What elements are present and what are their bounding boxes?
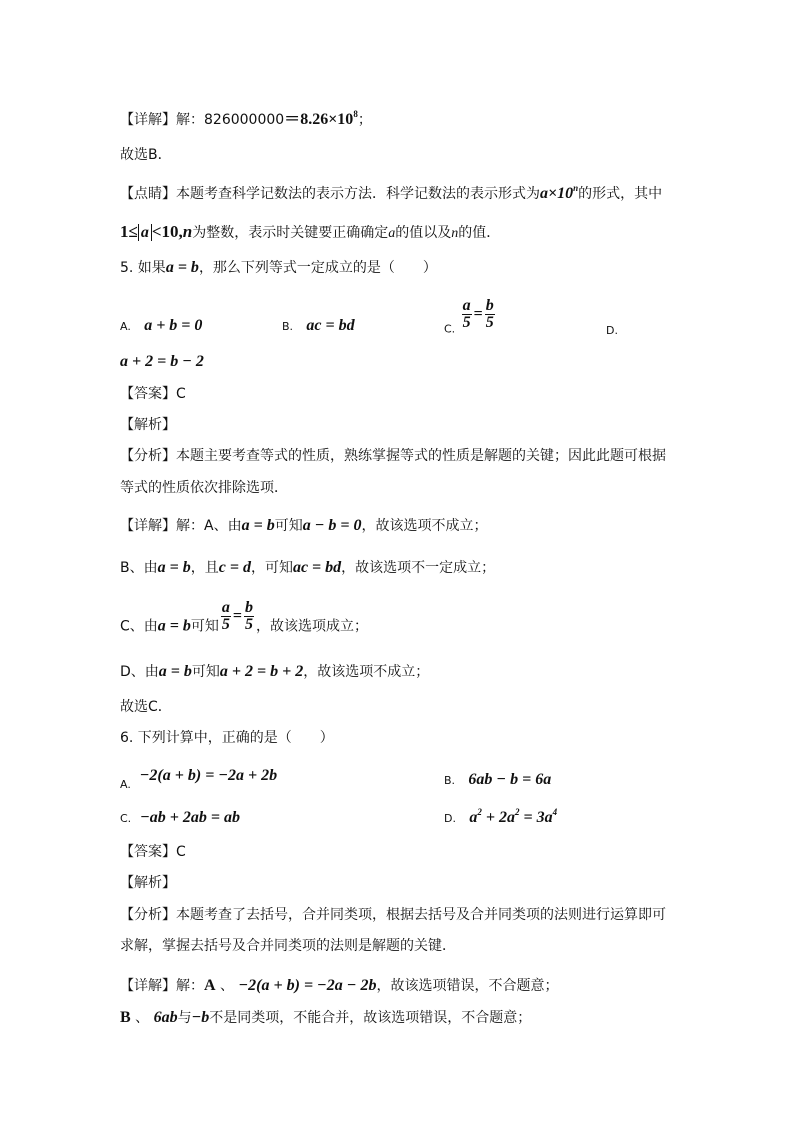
q5-option-d-math: a + 2 = b − 2 — [120, 353, 204, 370]
q5-analysis-title: 【解析】 — [120, 417, 176, 433]
q5-detail-a: 【详解】解：A、由a = b可知a − b = 0，故该选项不成立； — [120, 517, 488, 534]
q4-choose: 故选B． — [120, 147, 172, 163]
q4-detail-line — [120, 110, 372, 130]
q5-choose: 故选C． — [120, 699, 172, 715]
q6-analysis-line1: 【分析】本题考查了去括号，合并同类项，根据去括号及合并同类项的法则进行运算即可 — [120, 907, 666, 923]
q6-option-b: B. 6ab − b = 6a — [444, 771, 552, 788]
q5-detail-d: D、由a = b可知a + 2 = b + 2，故该选项不成立； — [120, 663, 430, 680]
q4-detail-number: 826000000 — [204, 112, 285, 128]
q5-detail-c: C、由a = b可知 $\frac{a}{5}$ = $\frac{b}{5}$ ，故该选项成立； — [120, 599, 369, 635]
q6-analysis-line2: 求解，掌握去括号及合并同类项的法则是解题的关键． — [120, 938, 456, 954]
q5-option-a: A. a + b = 0 — [120, 317, 203, 334]
q5-analysis-line1: 【分析】本题主要考查等式的性质，熟练掌握等式的性质是解题的关键；因此此题可根据 — [120, 448, 666, 464]
q6-stem: 6. 下列计算中，正确的是（ ） — [120, 730, 334, 746]
q6-option-a: $_{A.}$ −2(a + b) = −2a + 2b — [120, 767, 278, 791]
q5-stem: 5. 如果a = b，那么下列等式一定成立的是（ ） — [120, 259, 437, 276]
q4-comment-line2: 1≤ a <10,n为整数，表示时关键要正确确定a的值以及n的值． — [120, 222, 501, 241]
q4-comment-form: $a\times 10^n$ — [540, 183, 579, 202]
q5-option-b: B. ac = bd — [282, 317, 355, 334]
q4-comment-line1: 【点睛】本题考查科学记数法的表示方法．科学记数法的表示形式为$a\times 10^n$的形式，其中 — [120, 183, 663, 202]
q4-comment-inequality: 1≤ a <10,n — [120, 222, 193, 241]
q4-detail-eq: ＝ — [284, 111, 301, 128]
q4-detail-label: 【详解】解： — [120, 112, 204, 128]
q4-detail-result: $8.26\times 10^8$ — [300, 109, 358, 128]
q4-detail-end: ； — [357, 112, 372, 128]
q5-analysis-line2: 等式的性质依次排除选项． — [120, 480, 288, 496]
q5-option-d-label: D. — [606, 324, 618, 337]
q5-detail-b: B、由a = b，且c = d，可知ac = bd，故该选项不一定成立； — [120, 559, 496, 576]
q6-detail-a: 【详解】解：A 、 −2(a + b) = −2a − 2b，故该选项错误，不合题意； — [120, 977, 559, 994]
q5-answer: 【答案】C — [120, 386, 186, 402]
q6-option-c: C. −ab + 2ab = ab — [120, 809, 241, 826]
q5-option-c: $_{C.}$ $\frac{a}{5}$ = $\frac{b}{5}$ — [444, 297, 494, 336]
q6-option-d: D. $a^2 + 2a^2 = 3a^4$ — [444, 807, 558, 826]
q6-detail-b: B 、 6ab与−b不是同类项，不能合并，故该选项错误，不合题意； — [120, 1009, 532, 1026]
q6-analysis-title: 【解析】 — [120, 875, 176, 891]
q6-answer: 【答案】C — [120, 844, 186, 860]
